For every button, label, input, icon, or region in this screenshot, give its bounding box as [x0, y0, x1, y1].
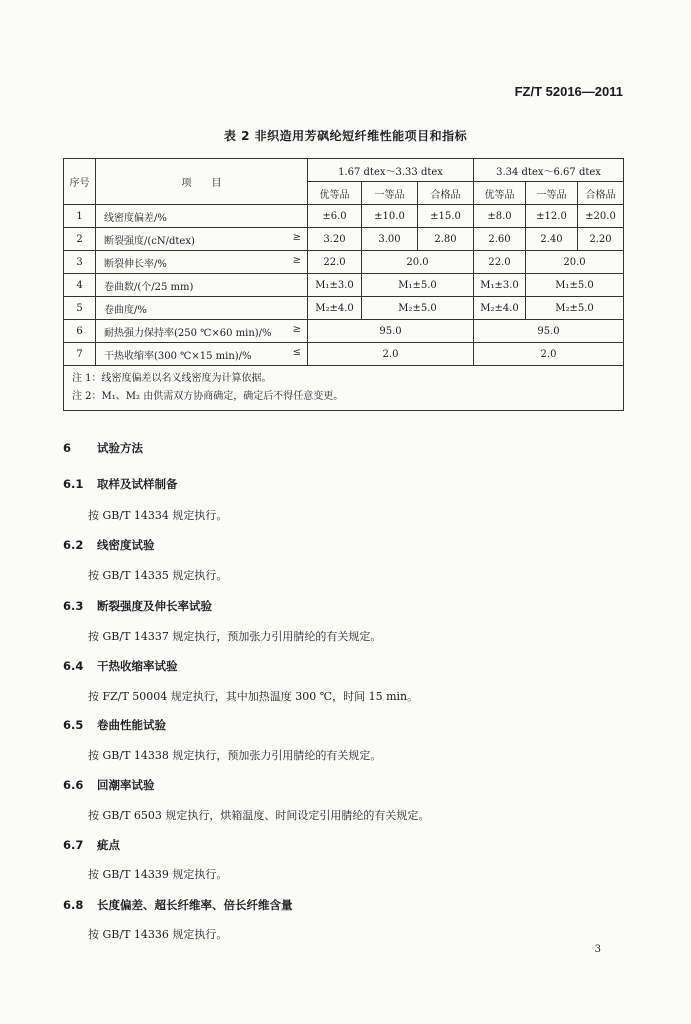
- section-body: 按 GB/T 14336 规定执行。: [88, 928, 228, 941]
- cell-value: 95.0: [308, 320, 474, 343]
- section-body: 按 GB/T 6503 规定执行，烘箱温度、时间设定引用腈纶的有关规定。: [88, 809, 430, 822]
- section-heading: [63, 897, 293, 913]
- table-notes: [64, 366, 624, 411]
- grade-header: 优等品: [308, 182, 362, 205]
- row-number: 6: [64, 320, 96, 343]
- group1-header: 1.67 dtex～3.33 dtex: [308, 159, 474, 182]
- section-heading: [63, 440, 143, 456]
- section-number: 6.8: [63, 898, 84, 912]
- comparison-symbol: ≤: [292, 346, 301, 358]
- grade-header: 合格品: [418, 182, 474, 205]
- cell-value: 2.20: [578, 228, 624, 251]
- cell-value: ±10.0: [362, 205, 418, 228]
- grade-header: 优等品: [474, 182, 526, 205]
- section-heading: [63, 717, 166, 733]
- section-heading: [63, 537, 155, 553]
- table-header-row: [64, 159, 624, 182]
- comparison-symbol: ≥: [292, 254, 301, 266]
- row-item: [96, 251, 308, 274]
- cell-value: ±6.0: [308, 205, 362, 228]
- section-title: 长度偏差、超长纤维率、倍长纤维含量: [97, 898, 293, 912]
- section-heading: [63, 777, 155, 793]
- section-title: 回潮率试验: [97, 778, 155, 792]
- standard-code: FZ/T 52016—2011: [514, 84, 623, 99]
- row-number: 2: [64, 228, 96, 251]
- cell-value: M₁±5.0: [526, 274, 624, 297]
- table-row: [64, 251, 624, 274]
- section-heading: [63, 837, 120, 853]
- cell-value: M₁±5.0: [362, 274, 474, 297]
- row-item: [96, 343, 308, 366]
- group2-header: 3.34 dtex～6.67 dtex: [474, 159, 624, 182]
- properties-table: [63, 158, 624, 411]
- cell-value: 22.0: [308, 251, 362, 274]
- row-item: [96, 297, 308, 320]
- section-number: 6.2: [63, 538, 84, 552]
- item-label: 干热收缩率(300 ℃×15 min)/%: [104, 350, 252, 362]
- section-title: 干热收缩率试验: [97, 659, 178, 673]
- row-item: [96, 228, 308, 251]
- section-body: 按 GB/T 14339 规定执行。: [88, 868, 228, 881]
- table-row: [64, 343, 624, 366]
- section-number: 6.6: [63, 778, 84, 792]
- row-number: 1: [64, 205, 96, 228]
- section-title: 线密度试验: [97, 538, 155, 552]
- cell-value: 3.20: [308, 228, 362, 251]
- section-body: 按 GB/T 14334 规定执行。: [88, 509, 228, 522]
- cell-value: ±20.0: [578, 205, 624, 228]
- section-title: 卷曲性能试验: [97, 718, 166, 732]
- cell-value: 22.0: [474, 251, 526, 274]
- section-number: 6.4: [63, 659, 84, 673]
- item-label: 卷曲数/(个/25 mm): [104, 281, 194, 293]
- cell-value: 95.0: [474, 320, 624, 343]
- cell-value: 20.0: [362, 251, 474, 274]
- cell-value: 2.60: [474, 228, 526, 251]
- cell-value: M₁±3.0: [474, 274, 526, 297]
- row-number: 4: [64, 274, 96, 297]
- col-seq-header: 序号: [64, 159, 96, 205]
- comparison-symbol: ≥: [292, 323, 301, 335]
- section-title: 疵点: [97, 838, 120, 852]
- table-row: [64, 205, 624, 228]
- comparison-symbol: ≥: [292, 231, 301, 243]
- item-label: 断裂伸长率/%: [104, 258, 167, 270]
- cell-value: 3.00: [362, 228, 418, 251]
- section-number: 6.1: [63, 477, 84, 491]
- table-note: 注 2：M₁、M₂ 由供需双方协商确定，确定后不得任意变更。: [72, 391, 344, 402]
- table-row: [64, 320, 624, 343]
- cell-value: ±8.0: [474, 205, 526, 228]
- item-label: 断裂强度/(cN/dtex): [104, 235, 195, 247]
- section-number: 6: [63, 441, 72, 455]
- cell-value: 2.40: [526, 228, 578, 251]
- col-item-header: 项 目: [96, 159, 308, 205]
- item-label: 卷曲度/%: [104, 304, 147, 316]
- table-notes-row: [64, 366, 624, 411]
- item-label: 线密度偏差/%: [104, 212, 167, 224]
- cell-value: 20.0: [526, 251, 624, 274]
- row-number: 3: [64, 251, 96, 274]
- cell-value: M₁±3.0: [308, 274, 362, 297]
- section-body: 按 GB/T 14335 规定执行。: [88, 569, 228, 582]
- row-number: 5: [64, 297, 96, 320]
- table-row: [64, 274, 624, 297]
- section-body: 按 GB/T 14338 规定执行，预加张力引用腈纶的有关规定。: [88, 749, 382, 762]
- table-row: [64, 228, 624, 251]
- cell-value: ±12.0: [526, 205, 578, 228]
- grade-header: 一等品: [526, 182, 578, 205]
- cell-value: M₂±4.0: [474, 297, 526, 320]
- section-number: 6.3: [63, 599, 84, 613]
- section-title: 试验方法: [97, 441, 143, 455]
- section-heading: [63, 658, 178, 674]
- section-number: 6.7: [63, 838, 84, 852]
- section-heading: [63, 598, 212, 614]
- table-caption: 表 2 非织造用芳砜纶短纤维性能项目和指标: [223, 129, 468, 143]
- section-title: 断裂强度及伸长率试验: [97, 599, 212, 613]
- row-item: [96, 205, 308, 228]
- section-heading: [63, 476, 178, 492]
- section-number: 6.5: [63, 718, 84, 732]
- section-body: 按 FZ/T 50004 规定执行，其中加热温度 300 ℃，时间 15 min。: [88, 690, 419, 703]
- row-item: [96, 274, 308, 297]
- section-body: 按 GB/T 14337 规定执行，预加张力引用腈纶的有关规定。: [88, 630, 382, 643]
- cell-value: M₂±5.0: [526, 297, 624, 320]
- cell-value: ±15.0: [418, 205, 474, 228]
- cell-value: 2.0: [308, 343, 474, 366]
- cell-value: 2.80: [418, 228, 474, 251]
- cell-value: M₂±4.0: [308, 297, 362, 320]
- page-number: 3: [594, 944, 601, 955]
- table-note: 注 1：线密度偏差以名义线密度为计算依据。: [72, 373, 272, 384]
- row-number: 7: [64, 343, 96, 366]
- cell-value: M₂±5.0: [362, 297, 474, 320]
- section-title: 取样及试样制备: [97, 477, 178, 491]
- row-item: [96, 320, 308, 343]
- grade-header: 合格品: [578, 182, 624, 205]
- grade-header: 一等品: [362, 182, 418, 205]
- table-row: [64, 297, 624, 320]
- cell-value: 2.0: [474, 343, 624, 366]
- item-label: 耐热强力保持率(250 ℃×60 min)/%: [104, 327, 272, 339]
